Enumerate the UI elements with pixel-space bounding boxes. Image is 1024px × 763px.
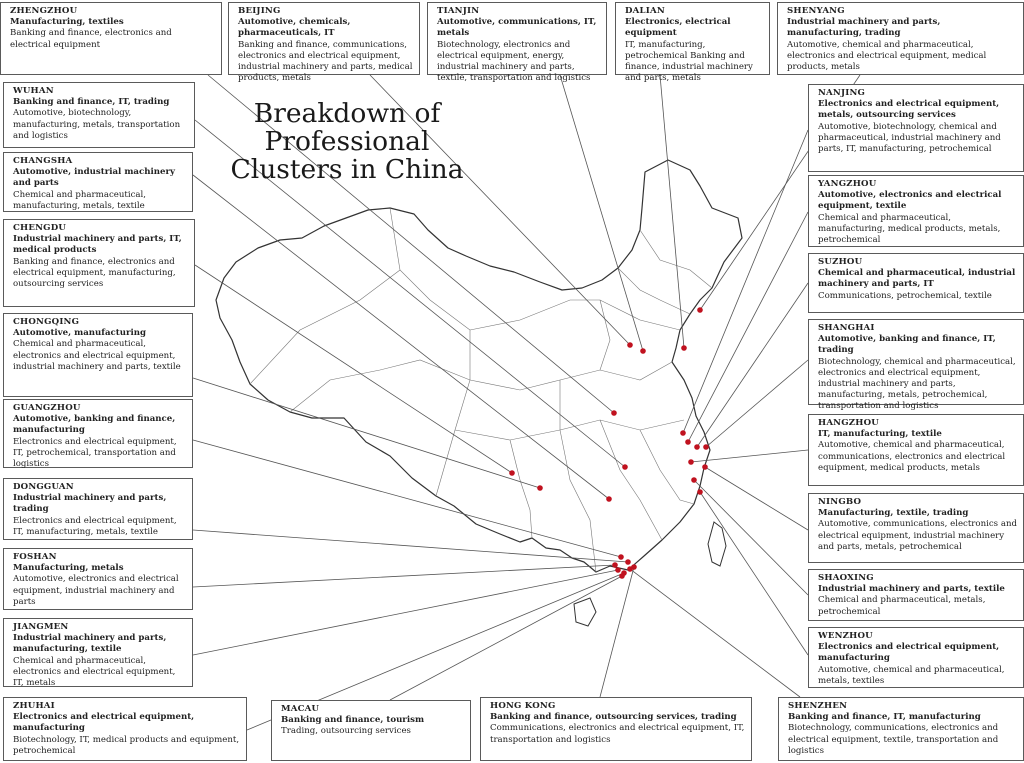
- city-marker-chengdu: [509, 470, 515, 476]
- city-marker-nanjing: [680, 430, 686, 436]
- cluster-secondary-industries: Automotive, chemical and pharmaceutical, communications, electronics and electrical equipment, medical products, metals: [818, 440, 1006, 473]
- cluster-primary-industries: Banking and finance, outsourcing services, trading: [490, 712, 737, 723]
- city-marker-zhengzhou: [611, 410, 617, 416]
- cluster-box-dongguan: [3, 478, 193, 540]
- city-marker-jiangmen: [615, 567, 621, 573]
- leader-line-wenzhou: [700, 492, 808, 655]
- cluster-primary-industries: Manufacturing, textiles: [10, 17, 124, 28]
- cluster-box-dalian: [615, 2, 770, 84]
- taiwan-shape: [708, 522, 726, 566]
- cluster-primary-industries: Electronics and electrical equipment, metals, outsourcing services: [818, 99, 1000, 121]
- cluster-box-yangzhou: [808, 175, 1024, 247]
- cluster-primary-industries: Banking and finance, tourism: [281, 715, 425, 726]
- cluster-box-changsha: [3, 152, 193, 212]
- city-marker-guangzhou: [618, 554, 624, 560]
- cluster-box-hangzhou: [808, 414, 1024, 486]
- cluster-primary-industries: Electronics and electrical equipment, manufacturing: [818, 642, 1000, 664]
- cluster-city: SUZHOU: [818, 257, 863, 267]
- cluster-box-macau: [271, 700, 471, 761]
- cluster-secondary-industries: Biotechnology, IT, medical products and equipment, petrochemical: [13, 734, 240, 756]
- cluster-secondary-industries: Automotive, communications, electronics and electrical equipment, industrial machinery and parts, metals, petrochemical: [818, 519, 1017, 552]
- city-marker-beijing: [627, 342, 633, 348]
- cluster-secondary-industries: Trading, outsourcing services: [281, 726, 411, 737]
- city-marker-suzhou: [694, 444, 700, 450]
- cluster-box-nanjing: [808, 84, 1024, 172]
- cluster-primary-industries: Automotive, electronics and electrical equipment, textile: [818, 190, 1002, 212]
- city-marker-wuhan: [622, 464, 628, 470]
- leader-line-shanghai: [706, 360, 808, 447]
- cluster-primary-industries: Industrial machinery and parts, manufacturing, trading: [787, 17, 941, 39]
- china-outline: [216, 160, 742, 626]
- cluster-primary-industries: Manufacturing, textile, trading: [818, 508, 969, 519]
- cluster-primary-industries: Automotive, communications, IT, metals: [437, 17, 597, 39]
- city-marker-shaoxing: [691, 477, 697, 483]
- cluster-box-guangzhou: [3, 399, 193, 468]
- city-marker-changsha: [606, 496, 612, 502]
- cluster-city: GUANGZHOU: [13, 403, 81, 413]
- cluster-city: NINGBO: [818, 497, 862, 507]
- cluster-box-chongqing: [3, 313, 193, 397]
- leader-line-macau: [390, 576, 622, 700]
- cluster-box-shenyang: [777, 2, 1024, 75]
- cluster-box-zhuhai: [3, 697, 247, 761]
- city-marker-hangzhou: [688, 459, 694, 465]
- cluster-box-ningbo: [808, 493, 1024, 563]
- cluster-city: MACAU: [281, 704, 320, 714]
- cluster-secondary-industries: Biotechnology, communications, electronics and electrical equipment, textile, transportation and logistics: [788, 723, 999, 756]
- cluster-primary-industries: Automotive, manufacturing: [13, 328, 147, 339]
- cluster-secondary-industries: Automotive, electronics and electrical equipment, industrial machinery and parts: [13, 574, 179, 607]
- cluster-secondary-industries: Automotive, biotechnology, chemical and pharmaceutical, industrial machinery and parts, IT, manufacturing, petrochemical: [818, 121, 1001, 154]
- cluster-primary-industries: Banking and finance, IT, trading: [13, 97, 170, 108]
- cluster-secondary-industries: Automotive, chemical and pharmaceutical, electronics and electrical equipment, medical products, metals: [787, 39, 987, 72]
- city-marker-ningbo: [702, 464, 708, 470]
- cluster-primary-industries: Automotive, chemicals, pharmaceuticals, IT: [238, 17, 351, 39]
- cluster-city: HONG KONG: [490, 701, 556, 711]
- cluster-city: ZHENGZHOU: [10, 6, 78, 16]
- cluster-primary-industries: Manufacturing, metals: [13, 563, 124, 574]
- cluster-box-shanghai: [808, 319, 1024, 412]
- cluster-primary-industries: Automotive, banking and finance, IT, trading: [818, 334, 996, 356]
- cluster-city: NANJING: [818, 88, 866, 98]
- cluster-box-shenzhen: [778, 697, 1024, 761]
- cluster-city: SHENYANG: [787, 6, 845, 16]
- cluster-city: WENZHOU: [818, 631, 873, 641]
- city-marker-shenzhen: [627, 566, 633, 572]
- cluster-city: WUHAN: [13, 86, 54, 96]
- cluster-city: YANGZHOU: [818, 179, 877, 189]
- cluster-secondary-industries: Chemical and pharmaceutical, manufacturing, medical products, metals, petrochemical: [818, 212, 1001, 245]
- cluster-secondary-industries: Biotechnology, chemical and pharmaceutical, electronics and electrical equipment, industrial machinery and parts, manufacturing, metals, petrochemical, transportation and logistics: [818, 356, 1016, 412]
- city-marker-dongguan: [625, 559, 631, 565]
- cluster-secondary-industries: Communications, petrochemical, textile: [818, 290, 992, 301]
- cluster-city: FOSHAN: [13, 552, 57, 562]
- cluster-city: TIANJIN: [437, 6, 480, 16]
- city-marker-dalian: [681, 345, 687, 351]
- cluster-box-jiangmen: [3, 618, 193, 687]
- cluster-secondary-industries: Automotive, biotechnology, manufacturing, metals, transportation and logistics: [13, 108, 181, 141]
- cluster-secondary-industries: Chemical and pharmaceutical, electronics and electrical equipment, IT, metals: [13, 655, 176, 688]
- cluster-city: SHANGHAI: [818, 323, 875, 333]
- cluster-primary-industries: Industrial machinery and parts, trading: [13, 493, 167, 515]
- cluster-box-zhengzhou: [0, 2, 222, 75]
- cluster-city: BEIJING: [238, 6, 281, 16]
- mainland-china-shape: [216, 160, 742, 572]
- cluster-primary-industries: Automotive, industrial machinery and parts: [13, 167, 175, 189]
- city-marker-macau: [619, 573, 625, 579]
- cluster-secondary-industries: IT, manufacturing, petrochemical Banking and finance, industrial machinery and parts, metals: [625, 39, 753, 84]
- cluster-city: DONGGUAN: [13, 482, 74, 492]
- leader-line-foshan: [193, 565, 615, 587]
- city-marker-foshan: [612, 562, 618, 568]
- cluster-city: DALIAN: [625, 6, 665, 16]
- leader-line-shenzhen: [630, 569, 800, 697]
- cluster-box-chengdu: [3, 219, 195, 307]
- cluster-city: SHENZHEN: [788, 701, 848, 711]
- city-marker-shenyang: [697, 307, 703, 313]
- cluster-secondary-industries: Electronics and electrical equipment, IT, manufacturing, metals, textile: [13, 515, 177, 537]
- cluster-box-suzhou: [808, 253, 1024, 313]
- cluster-box-tianjin: [427, 2, 607, 84]
- cluster-city: ZHUHAI: [13, 701, 55, 711]
- cluster-secondary-industries: Banking and finance, communications, electronics and electrical equipment, industrial machinery and parts, medical products, metals: [238, 39, 413, 84]
- cluster-box-wuhan: [3, 82, 195, 148]
- cluster-primary-industries: Industrial machinery and parts, IT, medical products: [13, 234, 182, 256]
- cluster-primary-industries: Industrial machinery and parts, manufacturing, textile: [13, 633, 167, 655]
- city-marker-shanghai: [703, 444, 709, 450]
- cluster-secondary-industries: Automotive, chemical and pharmaceutical, metals, textiles: [818, 664, 1005, 686]
- cluster-city: HANGZHOU: [818, 418, 879, 428]
- cluster-city: JIANGMEN: [13, 622, 69, 632]
- cluster-primary-industries: Chemical and pharmaceutical, industrial machinery and parts, IT: [818, 268, 1016, 290]
- leader-line-ningbo: [705, 467, 808, 530]
- cluster-secondary-industries: Biotechnology, electronics and electrical equipment, energy, industrial machinery and parts, textile, transportation and logistics: [437, 39, 591, 84]
- cluster-city: SHAOXING: [818, 573, 874, 583]
- map-title: Breakdown of Professional Clusters in China: [230, 98, 464, 185]
- cluster-primary-industries: Automotive, banking and finance, manufacturing: [13, 414, 176, 436]
- cluster-secondary-industries: Electronics and electrical equipment, IT, petrochemical, transportation and logistics: [13, 436, 177, 469]
- leader-line-suzhou: [697, 283, 808, 447]
- hainan-shape: [574, 598, 596, 626]
- city-marker-chongqing: [537, 485, 543, 491]
- cluster-secondary-industries: Banking and finance, electronics and electrical equipment, manufacturing, outsourcing services: [13, 256, 176, 289]
- cluster-box-foshan: [3, 548, 193, 610]
- cluster-primary-industries: Electronics, electrical equipment: [625, 17, 731, 39]
- cluster-secondary-industries: Chemical and pharmaceutical, metals, petrochemical: [818, 595, 986, 617]
- cluster-secondary-industries: Banking and finance, electronics and electrical equipment: [10, 28, 172, 50]
- cluster-primary-industries: Banking and finance, IT, manufacturing: [788, 712, 981, 723]
- cluster-city: CHONGQING: [13, 317, 80, 327]
- cluster-box-shaoxing: [808, 569, 1024, 621]
- leader-line-hongkong: [600, 567, 634, 697]
- cluster-primary-industries: Industrial machinery and parts, textile: [818, 584, 1005, 595]
- cluster-secondary-industries: Communications, electronics and electrical equipment, IT, transportation and logistics: [490, 723, 745, 745]
- city-marker-wenzhou: [697, 489, 703, 495]
- cluster-city: CHENGDU: [13, 223, 67, 233]
- cluster-box-wenzhou: [808, 627, 1024, 688]
- cluster-primary-industries: IT, manufacturing, textile: [818, 429, 942, 440]
- cluster-box-hongkong: [480, 697, 752, 761]
- cluster-secondary-industries: Chemical and pharmaceutical, electronics and electrical equipment, industrial machinery and parts, textile: [13, 339, 181, 372]
- cluster-secondary-industries: Chemical and pharmaceutical, manufacturing, metals, textile: [13, 189, 146, 211]
- city-marker-yangzhou: [685, 439, 691, 445]
- cluster-box-beijing: [228, 2, 420, 84]
- cluster-city: CHANGSHA: [13, 156, 73, 166]
- cluster-primary-industries: Electronics and electrical equipment, manufacturing: [13, 712, 195, 734]
- city-marker-tianjin: [640, 348, 646, 354]
